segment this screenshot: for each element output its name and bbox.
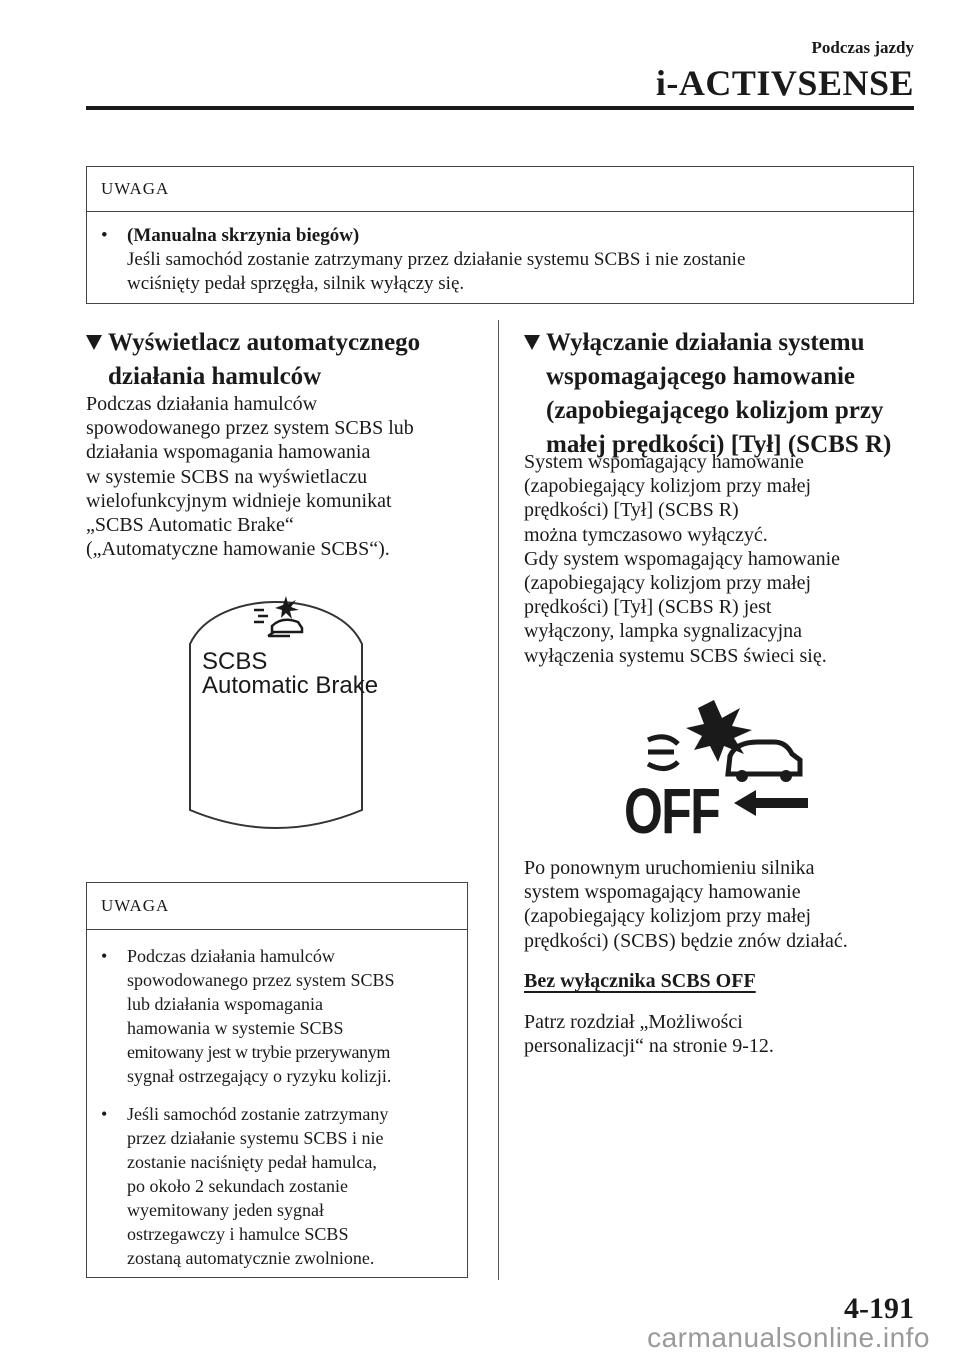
text-line: (zapobiegający kolizjom przy małej [524, 905, 812, 928]
heading-line: działania hamulców [108, 363, 322, 390]
text-line: Po ponownym uruchomieniu silnika [524, 857, 815, 879]
body-paragraph [524, 450, 924, 668]
text-line: „SCBS Automatic Brake“ [86, 514, 294, 537]
top-note-box [86, 166, 914, 304]
text-line: wyłączenia systemu SCBS świeci się. [524, 644, 827, 667]
text-line: spowodowanego przez system SCBS lub [86, 417, 414, 440]
note-line: Podczas działania hamulców [127, 946, 335, 966]
note-line: wyemitowany jeden sygnał [127, 1200, 324, 1220]
note-line: Jeśli samochód zostanie zatrzymany [127, 1104, 389, 1124]
note-line: emitowany jest w trybie przerywanym [127, 1042, 390, 1062]
note-line: spowodowanego przez system SCBS [127, 970, 395, 990]
arrow-left-icon [734, 788, 810, 818]
text-line: prędkości) (SCBS) będzie znów działać. [524, 929, 848, 952]
text-line: w systemie SCBS na wyświetlaczu [86, 465, 368, 488]
multi-info-display [186, 584, 379, 856]
chapter-title: i-ACTIVSENSE [655, 63, 914, 103]
note-line: Jeśli samochód zostanie zatrzymany przez działanie systemu SCBS i nie zostanie [127, 249, 746, 270]
text-line: Podczas działania hamulców [86, 393, 318, 415]
note-line: hamowania w systemie SCBS [127, 1018, 344, 1038]
header-rule [86, 106, 914, 110]
text-line: System wspomagający hamowanie [524, 451, 804, 473]
note-line: przez działanie systemu SCBS i nie [127, 1128, 384, 1148]
note-line: sygnał ostrzegający o ryzyku kolizji. [127, 1066, 392, 1086]
text-line: wyłączony, lampka sygnalizacyjna [524, 620, 803, 643]
display-message-line1: SCBS [202, 648, 268, 675]
body-paragraph [524, 1010, 924, 1058]
text-line: system wspomagający hamowanie [524, 881, 801, 904]
note-line: zostanie naciśnięty pedał hamulca, [127, 1152, 377, 1172]
note-line: po około 2 sekundach zostanie [127, 1176, 348, 1196]
note-line: wciśnięty pedał sprzęgła, silnik wyłączy się. [127, 273, 465, 294]
note-title: UWAGA [87, 167, 913, 212]
left-note-box [86, 882, 468, 1278]
display-message-line2: Automatic Brake [202, 672, 379, 699]
subheading: Bez wyłącznika SCBS OFF [524, 970, 756, 992]
note-title: UWAGA [87, 883, 467, 930]
body-paragraph [86, 392, 486, 561]
triangle-marker-icon [86, 335, 102, 350]
text-line: można tymczasowo wyłączyć. [524, 523, 768, 546]
triangle-marker-icon [524, 335, 540, 350]
section-title: Podczas jazdy [811, 38, 914, 57]
note-line: zostaną automatycznie zwolnione. [127, 1248, 375, 1268]
text-line: (zapobiegający kolizjom przy małej [524, 475, 812, 498]
heading-line: Wyświetlacz automatycznego [108, 329, 421, 356]
watermark: carmanualsonline.info [647, 1322, 930, 1353]
off-label: OFF [624, 775, 720, 847]
column-divider [498, 320, 499, 1280]
text-line: Gdy system wspomagający hamowanie [524, 547, 841, 570]
note-line: ostrzegawczy i hamulce SCBS [127, 1224, 349, 1244]
heading-line: wspomagającego hamowanie [546, 363, 856, 390]
scbs-off-indicator [618, 696, 818, 846]
text-line: działania wspomagania hamowania [86, 441, 371, 464]
note-item [87, 944, 467, 1088]
section-heading-off [524, 326, 924, 462]
section-heading-display [86, 326, 486, 394]
text-line: („Automatyczne hamowanie SCBS“). [86, 538, 390, 561]
bullet-icon: • [101, 1104, 108, 1124]
note-item-title: (Manualna skrzynia biegów) [127, 225, 360, 246]
note-line: lub działania wspomagania [127, 994, 323, 1014]
text-line: prędkości) [Tył] (SCBS R) [524, 499, 739, 522]
heading-line: Wyłączanie działania systemu [546, 329, 865, 356]
text-line: (zapobiegający kolizjom przy małej [524, 572, 812, 595]
bullet-icon: • [101, 225, 108, 246]
note-item [87, 1102, 467, 1270]
body-paragraph [524, 856, 934, 953]
text-line: personalizacji“ na stronie 9-12. [524, 1035, 774, 1058]
note-item [87, 224, 913, 296]
collision-warning-icon [250, 594, 306, 638]
text-line: Patrz rozdział „Możliwości [524, 1011, 743, 1033]
heading-line: (zapobiegającego kolizjom przy [546, 397, 884, 424]
text-line: prędkości) [Tył] (SCBS R) jest [524, 596, 772, 619]
text-line: wielofunkcyjnym widnieje komunikat [86, 489, 392, 512]
page-number: 4-191 [844, 1292, 914, 1325]
bullet-icon: • [101, 946, 108, 966]
scbs-off-indicator-icon [618, 696, 818, 786]
heading-line: małej prędkości) [Tył] (SCBS R) [546, 431, 892, 458]
